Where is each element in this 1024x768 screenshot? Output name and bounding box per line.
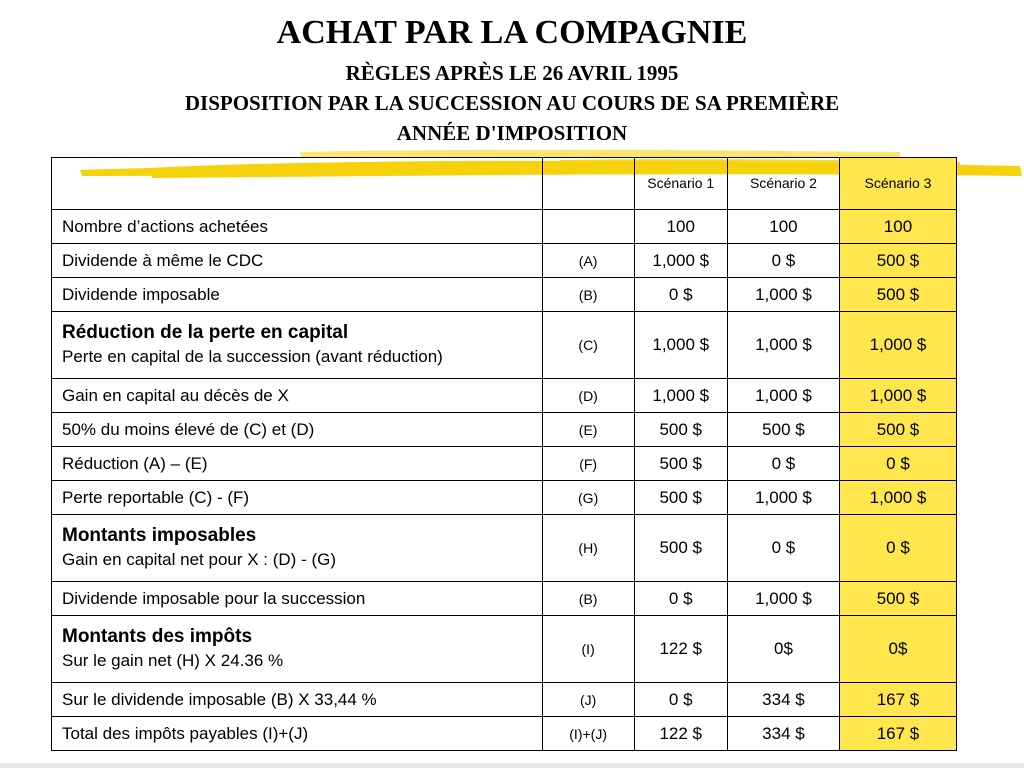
row-ref: (J) bbox=[542, 683, 634, 717]
header-scenario-3: Scénario 3 bbox=[839, 158, 956, 210]
row-ref: (H) bbox=[542, 515, 634, 582]
row-ref: (B) bbox=[542, 278, 634, 312]
row-label: Perte reportable (C) - (F) bbox=[52, 481, 543, 515]
row-scenario-2: 334 $ bbox=[727, 683, 839, 717]
row-ref: (I)+(J) bbox=[542, 717, 634, 751]
row-scenario-1: 1,000 $ bbox=[634, 379, 727, 413]
row-scenario-2: 100 bbox=[727, 210, 839, 244]
row-scenario-2: 1,000 $ bbox=[727, 379, 839, 413]
row-scenario-2: 0 $ bbox=[727, 447, 839, 481]
table-row bbox=[52, 278, 957, 312]
header-scenario-1: Scénario 1 bbox=[634, 158, 727, 210]
row-label: Réduction (A) – (E) bbox=[52, 447, 543, 481]
table-row bbox=[52, 683, 957, 717]
row-scenario-1: 1,000 $ bbox=[634, 244, 727, 278]
row-scenario-3: 500 $ bbox=[839, 278, 956, 312]
row-scenario-3: 167 $ bbox=[839, 683, 956, 717]
row-scenario-3: 1,000 $ bbox=[839, 379, 956, 413]
table-header-row bbox=[52, 158, 957, 210]
row-scenario-3: 100 bbox=[839, 210, 956, 244]
section-heading: Montants imposables bbox=[62, 525, 257, 546]
row-scenario-1: 0 $ bbox=[634, 278, 727, 312]
row-ref bbox=[542, 210, 634, 244]
row-label: Dividende imposable pour la succession bbox=[52, 582, 543, 616]
row-label: Gain en capital net pour X : (D) - (G) bbox=[62, 550, 336, 569]
row-ref: (F) bbox=[542, 447, 634, 481]
row-scenario-1: 122 $ bbox=[634, 717, 727, 751]
row-label: Total des impôts payables (I)+(J) bbox=[52, 717, 543, 751]
title-line-4: ANNÉE D'IMPOSITION bbox=[396, 121, 628, 145]
row-scenario-3: 0$ bbox=[839, 616, 956, 683]
row-scenario-3: 500 $ bbox=[839, 582, 956, 616]
table-row bbox=[52, 515, 957, 582]
row-scenario-3: 1,000 $ bbox=[839, 312, 956, 379]
row-label-group bbox=[52, 312, 543, 379]
row-scenario-3: 0 $ bbox=[839, 447, 956, 481]
row-scenario-2: 0 $ bbox=[727, 515, 839, 582]
row-scenario-1: 500 $ bbox=[634, 515, 727, 582]
table-row bbox=[52, 210, 957, 244]
bottom-strip bbox=[0, 763, 1024, 768]
table-row bbox=[52, 379, 957, 413]
row-scenario-3: 1,000 $ bbox=[839, 481, 956, 515]
row-scenario-1: 0 $ bbox=[634, 582, 727, 616]
row-label: Dividende à même le CDC bbox=[52, 244, 543, 278]
header-ref-cell bbox=[542, 158, 634, 210]
section-heading: Réduction de la perte en capital bbox=[62, 322, 349, 343]
table-row bbox=[52, 481, 957, 515]
row-scenario-2: 1,000 $ bbox=[727, 278, 839, 312]
row-scenario-2: 1,000 $ bbox=[727, 582, 839, 616]
row-label: Sur le dividende imposable (B) X 33,44 % bbox=[52, 683, 543, 717]
row-scenario-3: 167 $ bbox=[839, 717, 956, 751]
title-line-3: DISPOSITION PAR LA SUCCESSION AU COURS DE SA PREMIÈRE bbox=[184, 91, 840, 115]
row-label-group bbox=[52, 616, 543, 683]
row-label: 50% du moins élevé de (C) et (D) bbox=[52, 413, 543, 447]
row-scenario-2: 1,000 $ bbox=[727, 312, 839, 379]
row-scenario-1: 500 $ bbox=[634, 413, 727, 447]
table-row bbox=[52, 312, 957, 379]
table-row bbox=[52, 616, 957, 683]
row-scenario-3: 0 $ bbox=[839, 515, 956, 582]
section-heading: Montants des impôts bbox=[62, 626, 253, 647]
table-row bbox=[52, 717, 957, 751]
row-ref: (I) bbox=[542, 616, 634, 683]
row-label: Dividende imposable bbox=[52, 278, 543, 312]
row-scenario-1: 100 bbox=[634, 210, 727, 244]
header-scenario-2: Scénario 2 bbox=[727, 158, 839, 210]
row-ref: (A) bbox=[542, 244, 634, 278]
row-scenario-1: 0 $ bbox=[634, 683, 727, 717]
row-scenario-1: 1,000 $ bbox=[634, 312, 727, 379]
scenario-table bbox=[51, 157, 957, 751]
title-line-1: ACHAT PAR LA COMPAGNIE bbox=[276, 14, 748, 51]
row-label: Gain en capital au décès de X bbox=[52, 379, 543, 413]
header-label-cell bbox=[52, 158, 543, 210]
table-row bbox=[52, 413, 957, 447]
row-label: Nombre d’actions achetées bbox=[52, 210, 543, 244]
row-ref: (D) bbox=[542, 379, 634, 413]
row-label-group bbox=[52, 515, 543, 582]
row-scenario-2: 0$ bbox=[727, 616, 839, 683]
row-label: Sur le gain net (H) X 24.36 % bbox=[62, 651, 284, 670]
row-scenario-3: 500 $ bbox=[839, 244, 956, 278]
row-ref: (G) bbox=[542, 481, 634, 515]
row-scenario-1: 500 $ bbox=[634, 447, 727, 481]
title-line-2: RÈGLES APRÈS LE 26 AVRIL 1995 bbox=[345, 61, 679, 85]
table-row bbox=[52, 447, 957, 481]
row-ref: (E) bbox=[542, 413, 634, 447]
row-scenario-1: 500 $ bbox=[634, 481, 727, 515]
row-scenario-2: 334 $ bbox=[727, 717, 839, 751]
table-row bbox=[52, 244, 957, 278]
row-scenario-2: 0 $ bbox=[727, 244, 839, 278]
row-label: Perte en capital de la succession (avant réduction) bbox=[62, 347, 443, 366]
row-scenario-1: 122 $ bbox=[634, 616, 727, 683]
row-ref: (B) bbox=[542, 582, 634, 616]
row-scenario-3: 500 $ bbox=[839, 413, 956, 447]
table-row bbox=[52, 582, 957, 616]
row-scenario-2: 1,000 $ bbox=[727, 481, 839, 515]
row-scenario-2: 500 $ bbox=[727, 413, 839, 447]
row-ref: (C) bbox=[542, 312, 634, 379]
